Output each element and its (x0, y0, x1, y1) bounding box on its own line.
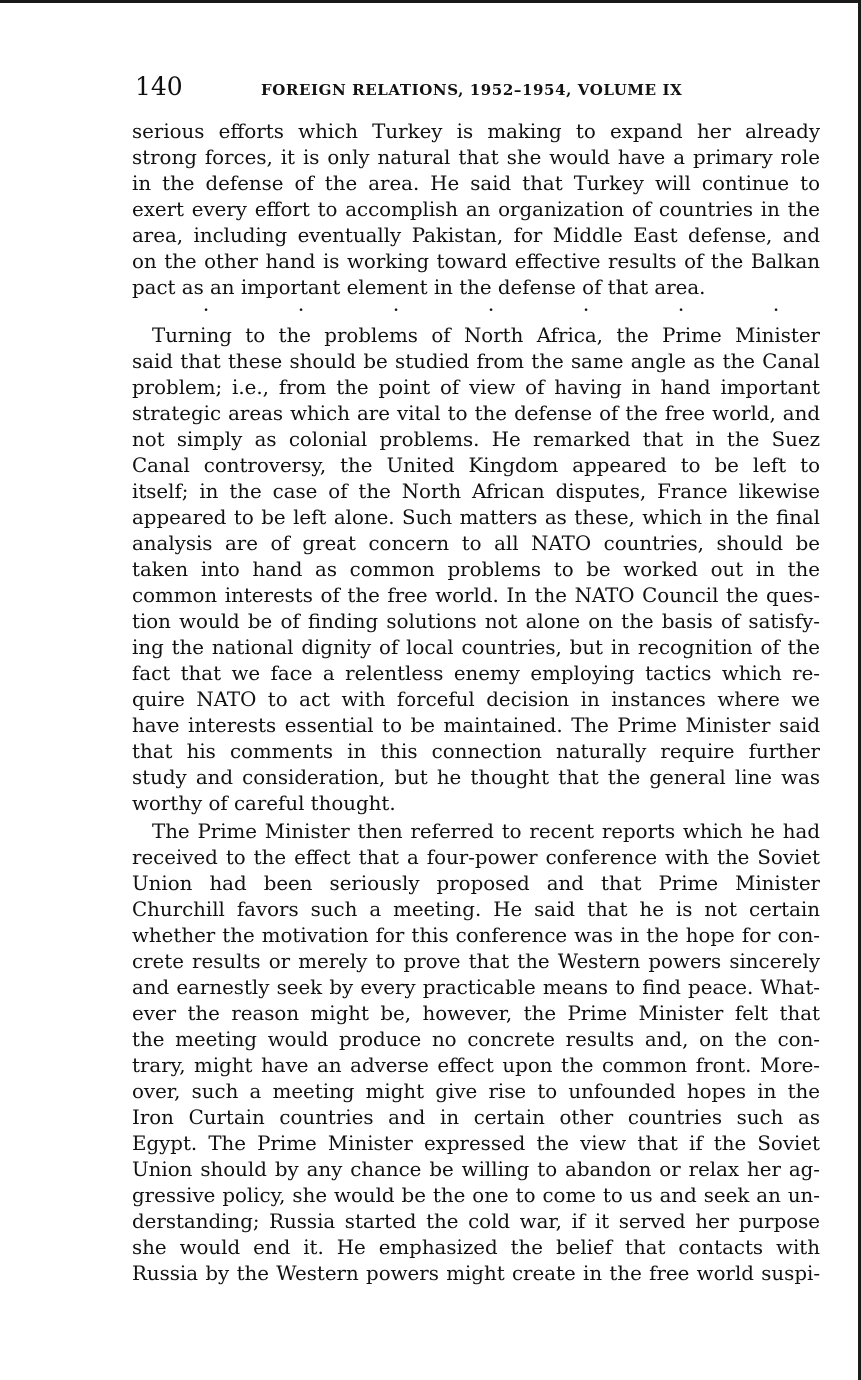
text-line: and earnestly seek by every practicable means to find peace. What- (132, 976, 820, 999)
text-line: pact as an important element in the defense of that area. (132, 276, 706, 299)
running-head: FOREIGN RELATIONS, 1952–1954, VOLUME IX (261, 81, 683, 99)
text-line: serious efforts which Turkey is making to expand her already (132, 120, 820, 143)
text-line: the meeting would produce no concrete results and, on the con- (132, 1028, 820, 1051)
text-line: crete results or merely to prove that the Western powers sincerely (132, 950, 820, 973)
paragraph-3 (132, 819, 820, 1287)
text-line: she would end it. He emphasized the belief that contacts with (132, 1236, 820, 1259)
body-text (132, 119, 820, 1287)
page-top-border (0, 0, 861, 3)
text-line: in the defense of the area. He said that Turkey will continue to (132, 172, 820, 195)
ellipsis-dot: . (393, 299, 399, 315)
text-line: Union had been seriously proposed and that Prime Minister (132, 872, 820, 895)
text-line: strategic areas which are vital to the defense of the free world, and (132, 402, 820, 425)
text-line: strong forces, it is only natural that she would have a primary role (132, 146, 820, 169)
text-line: received to the effect that a four-power conference with the Soviet (132, 846, 820, 869)
text-line: that his comments in this connection naturally require further (132, 740, 820, 763)
text-line: said that these should be studied from the same angle as the Canal (132, 350, 820, 373)
text-line: quire NATO to act with forceful decision in instances where we (132, 688, 820, 711)
text-line: Egypt. The Prime Minister expressed the view that if the Soviet (132, 1132, 820, 1155)
text-line: have interests essential to be maintained. The Prime Minister said (132, 714, 820, 737)
ellipsis-dot: . (203, 299, 209, 315)
text-line: study and consideration, but he thought that the general line was (132, 766, 820, 789)
text-line: area, including eventually Pakistan, for Middle East defense, and (132, 224, 820, 247)
text-line: not simply as colonial problems. He remarked that in the Suez (132, 428, 820, 451)
text-line: ever the reason might be, however, the Prime Minister felt that (132, 1002, 820, 1025)
text-line: taken into hand as common problems to be worked out in the (132, 558, 820, 581)
text-line: gressive policy, she would be the one to come to us and seek an un- (132, 1184, 820, 1207)
text-line: appeared to be left alone. Such matters as these, which in the final (132, 506, 820, 529)
text-line: common interests of the free world. In the NATO Council the ques- (132, 584, 820, 607)
text-line: fact that we face a relentless enemy employing tactics which re- (132, 662, 820, 685)
text-line: Churchill favors such a meeting. He said that he is not certain (132, 898, 820, 921)
text-line: on the other hand is working toward effective results of the Balkan (132, 250, 820, 273)
ellipsis-dot: . (488, 299, 494, 315)
text-line: tion would be of finding solutions not alone on the basis of satisfy- (132, 610, 820, 633)
omission-ellipsis (132, 301, 820, 323)
text-line: Union should by any chance be willing to abandon or relax her ag- (132, 1158, 820, 1181)
paragraph-2 (132, 323, 820, 817)
paragraph-1 (132, 119, 820, 301)
text-line: worthy of careful thought. (132, 792, 396, 815)
text-line: over, such a meeting might give rise to unfounded hopes in the (132, 1080, 820, 1103)
ellipsis-dot: . (773, 299, 779, 315)
text-line: exert every effort to accomplish an organization of countries in the (132, 198, 820, 221)
ellipsis-dot: . (298, 299, 304, 315)
text-line: trary, might have an adverse effect upon the common front. More- (132, 1054, 820, 1077)
text-line: Turning to the problems of North Africa, the Prime Minister (152, 324, 820, 347)
ellipsis-dot: . (678, 299, 684, 315)
text-line: whether the motivation for this conference was in the hope for con- (132, 924, 820, 947)
text-line: problem; i.e., from the point of view of having in hand important (132, 376, 820, 399)
text-line: ing the national dignity of local countries, but in recognition of the (132, 636, 820, 659)
text-line: The Prime Minister then referred to recent reports which he had (152, 820, 820, 843)
ellipsis-dot: . (583, 299, 589, 315)
text-line: derstanding; Russia started the cold war, if it served her purpose (132, 1210, 820, 1233)
text-line: Iron Curtain countries and in certain other countries such as (132, 1106, 820, 1129)
page-header (135, 72, 820, 104)
text-line: analysis are of great concern to all NATO countries, should be (132, 532, 820, 555)
text-line: Canal controversy, the United Kingdom appeared to be left to (132, 454, 820, 477)
text-line: Russia by the Western powers might create in the free world suspi- (132, 1262, 820, 1285)
text-line: itself; in the case of the North African disputes, France likewise (132, 480, 820, 503)
page-number: 140 (135, 72, 183, 101)
